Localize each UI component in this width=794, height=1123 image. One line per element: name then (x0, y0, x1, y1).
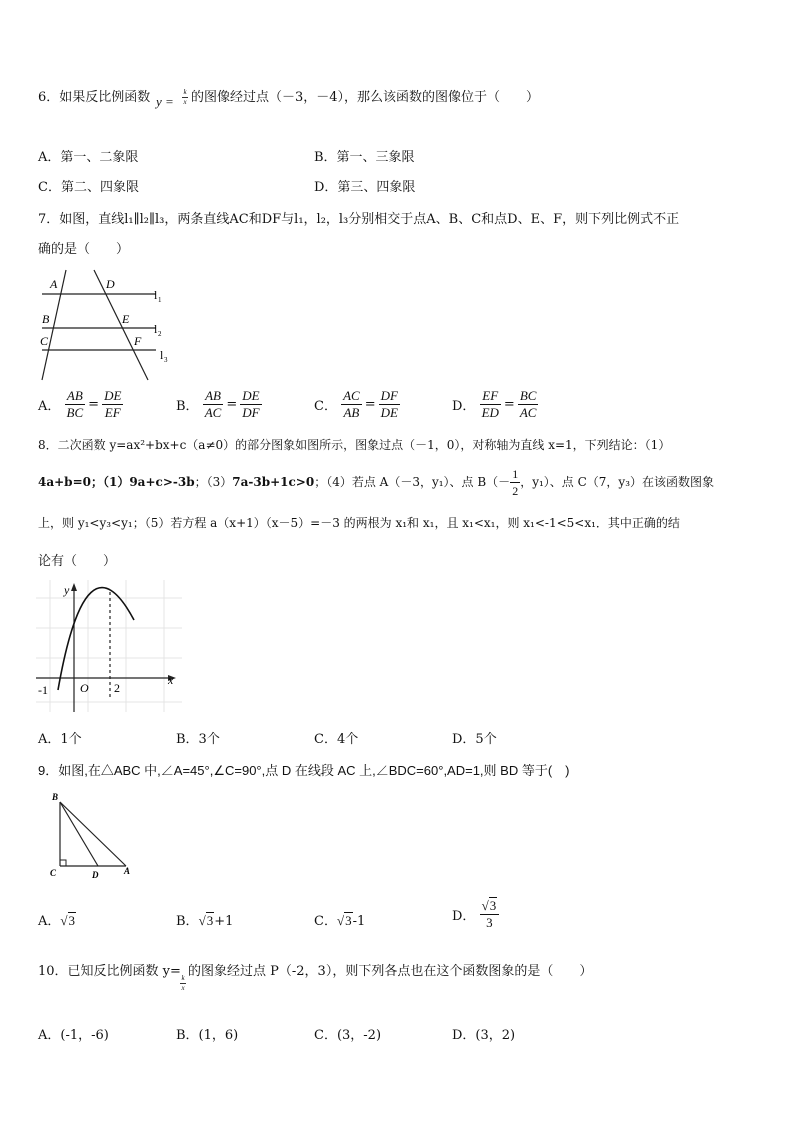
q8-graph-two: 2 (114, 681, 120, 695)
q6-frac-den: x (183, 98, 187, 106)
q7-label-d: D (106, 277, 115, 291)
q9-option-b: B．√3+1 (176, 913, 234, 929)
q6-option-a: A．第一、二象限 (38, 150, 139, 165)
q6-option-c: C．第二、四象限 (38, 180, 139, 195)
q10-option-d: D．(3，2) (452, 1028, 516, 1043)
q6-formula-frac (182, 88, 188, 107)
q8-graph-x-label: x (168, 673, 174, 687)
q6-suffix: 的图像经过点（－3，－4），那么该函数的图像位于（ ） (191, 90, 540, 105)
q7-label-a: A (50, 277, 58, 291)
q8-option-b: B．3个 (176, 732, 220, 747)
q8-stem-line3: 上，则 y₁<y₃<y₁；（5）若方程 a（x+1）（x－5）=－3 的两根为 x₁和 x₁，且 x₁<x₁，则 x₁<-1<5<x₁．其中正确的结 (38, 516, 680, 530)
q8-graph (36, 580, 182, 712)
q8-option-d: D．5个 (452, 732, 497, 747)
q7-label-f: F (134, 334, 142, 348)
q8-option-a: A．1个 (38, 732, 82, 747)
q7-label-e: E (122, 312, 130, 326)
q9-figure (44, 790, 140, 880)
q10-option-c: C．(3，-2) (314, 1028, 382, 1043)
q8-graph-origin: O (80, 681, 89, 695)
q7-label-l3-sub: 3 (164, 356, 168, 364)
q10-stem-prefix: 10．已知反比例函数 y= (38, 964, 181, 979)
q6-stem (38, 86, 150, 105)
q8-stem-line2: 4a+b=0；（1）9a+c>-3b；（3）7a-3b+1c>0；（4）若点 A（－3，y₁）、点 B（－ $\frac{1}{2}$ ，y₁）、点 C（7，y₃）在该函数图象 (38, 467, 714, 498)
q7-label-l2-sub: 2 (158, 330, 162, 338)
q7-stem-line2: 确的是（ ） (38, 242, 130, 257)
q8-graph-y-label: y (64, 583, 70, 597)
q7-option-a: A． $\frac{AB}{BC}$ = $\frac{DE}{EF}$ (38, 388, 122, 420)
q7-option-d: D． $\frac{EF}{ED}$ = $\frac{BC}{AC}$ (452, 388, 537, 420)
q9-option-a: A．√3 (38, 913, 76, 929)
q7-label-l1-sub: 1 (158, 296, 162, 304)
q9-label-c: C (50, 868, 57, 878)
q6-prefix: 6．如果反比例函数 (38, 90, 151, 105)
q10-frac-den: x (181, 984, 185, 992)
q7-option-b: B． $\frac{AB}{AC}$ = $\frac{DE}{DF}$ (176, 388, 260, 420)
q9-stem: 9．如图,在△ABC 中,∠A=45°,∠C=90°,点 D 在线段 AC 上,∠BDC=60°,AD=1,则 BD 等于( ) (38, 763, 570, 778)
q7-label-c: C (40, 334, 49, 348)
q7-label-l2: l (154, 322, 158, 336)
q7-figure (36, 268, 176, 384)
q6-frac-num: k (183, 88, 187, 96)
q6-option-b: B．第一、三象限 (314, 150, 415, 165)
q9-label-b: B (52, 792, 59, 802)
q7-label-l1: l (154, 288, 158, 302)
q8-stem-line1: 8．二次函数 y=ax²+bx+c（a≠0）的部分图象如图所示，图象过点（－1，0），对称轴为直线 x=1，下列结论：（1） (38, 438, 671, 452)
q6-formula-lhs: y = (156, 94, 174, 109)
q10-option-b: B．(1，6) (176, 1028, 239, 1043)
q10-stem-suffix: 的图象经过点 P（-2，3），则下列各点也在这个函数图象的是（ ） (188, 964, 593, 979)
q7-option-c: C． $\frac{AC}{AB}$ = $\frac{DF}{DE}$ (314, 388, 398, 420)
q7-stem-line1: 7．如图，直线l₁∥l₂∥l₃，两条直线AC和DF与l₁，l₂，l₃分别相交于点A、B、C和点D、E、F，则下列比例式不正 (38, 212, 680, 227)
q10-option-a: A．(-1，-6) (38, 1028, 109, 1043)
q6-formula (156, 94, 174, 110)
q9-label-a: A (124, 866, 131, 876)
q7-label-b: B (42, 312, 50, 326)
q6-option-d: D．第三、四象限 (314, 180, 416, 195)
q8-option-c: C．4个 (314, 732, 359, 747)
q9-option-c: C．√3-1 (314, 913, 366, 929)
q8-stem-line4: 论有（ ） (38, 554, 117, 569)
q10-frac-num: k (181, 974, 185, 982)
q9-option-d: D． $\frac{√3}{3}$ (452, 898, 499, 931)
q9-label-d: D (92, 870, 99, 880)
q10-formula-frac (180, 974, 186, 993)
q7-label-l3: l (160, 348, 164, 362)
q8-graph-neg1: -1 (38, 683, 48, 697)
